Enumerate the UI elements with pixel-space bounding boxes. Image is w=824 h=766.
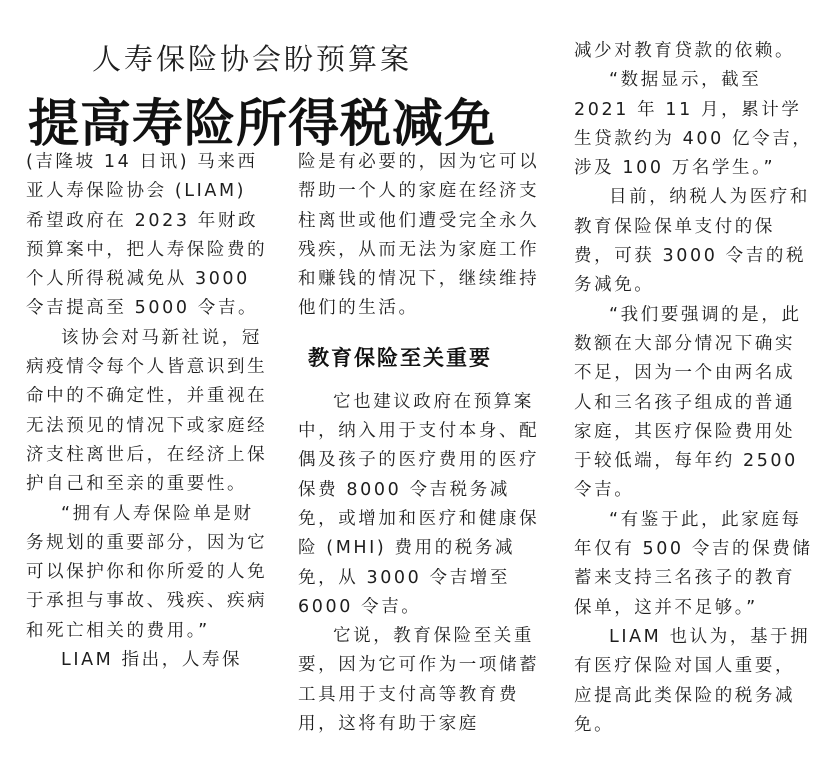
article-kicker: 人寿保险协会盼预算案 xyxy=(92,42,413,76)
section-subheading: 教育保险至关重要 xyxy=(308,345,492,370)
paragraph: 该协会对马新社说，冠病疫情令每个人皆意识到生命中的不确定性，并重视在无法预见的情况下或家庭经济支柱离世后，在经济上保护自己和至亲的重要性。 xyxy=(26,327,268,495)
paragraph: LIAM 指出，人寿保 xyxy=(61,650,243,671)
paragraph: 它也建议政府在预算案中，纳入用于支付本身、配偶及孩子的医疗费用的医疗保费 8000 令吉税务减免，或增加和医疗和健康保险 (MHI) 费用的税务减免，从 3000 令吉增至 6000 令吉。 xyxy=(298,391,540,617)
paragraph-quote: “拥有人寿保险单是财务规划的重要部分，因为它可以保护你和你所爱的人免于承担与事故、残疾、疾病和死亡相关的费用。” xyxy=(26,503,268,641)
paragraph: 险是有必要的，因为它可以帮助一个人的家庭在经济支柱离世或他们遭受完全永久残疾，从而无法为家庭工作和赚钱的情况下，继续维持他们的生活。 xyxy=(298,152,540,319)
paragraph: 目前，纳税人为医疗和教育保险保单支付的保费，可获 3000 令吉的税务减免。 xyxy=(574,187,810,296)
column-2 xyxy=(298,148,541,739)
paragraph-quote: “我们要强调的是，此数额在大部分情况下确实不足，因为一个由两名成人和三名孩子组成的普通家庭，其医疗保险费用处于较低端，每年约 2500 令吉。 xyxy=(574,304,802,501)
paragraph-dateline: (吉隆坡 14 日讯) 马来西亚人寿保险协会 (LIAM) 希望政府在 2023 年财政预算案中，把人寿保险费的个人所得税减免从 3000 令吉提高至 5000 令吉。 xyxy=(26,152,268,319)
paragraph: 减少对教育贷款的依赖。 xyxy=(574,41,796,61)
column-3 xyxy=(574,37,814,740)
column-1 xyxy=(26,148,269,675)
paragraph: LIAM 也认为，基于拥有医疗保险对国人重要，应提高此类保险的税务减免。 xyxy=(574,626,811,735)
paragraph-quote: “数据显示，截至 2021 年 11 月，累计学生贷款约为 400 亿令吉，涉及 100 万名学生。” xyxy=(574,70,813,179)
paragraph: 它说，教育保险至关重要，因为它可作为一项储蓄工具用于支付高等教育费用，这将有助于家庭 xyxy=(298,626,540,735)
article-headline: 提高寿险所得税减免 xyxy=(28,95,497,154)
paragraph-quote: “有鉴于此，此家庭每年仅有 500 令吉的保费储蓄来支持三名孩子的教育保单，这并不足够。” xyxy=(574,509,813,618)
